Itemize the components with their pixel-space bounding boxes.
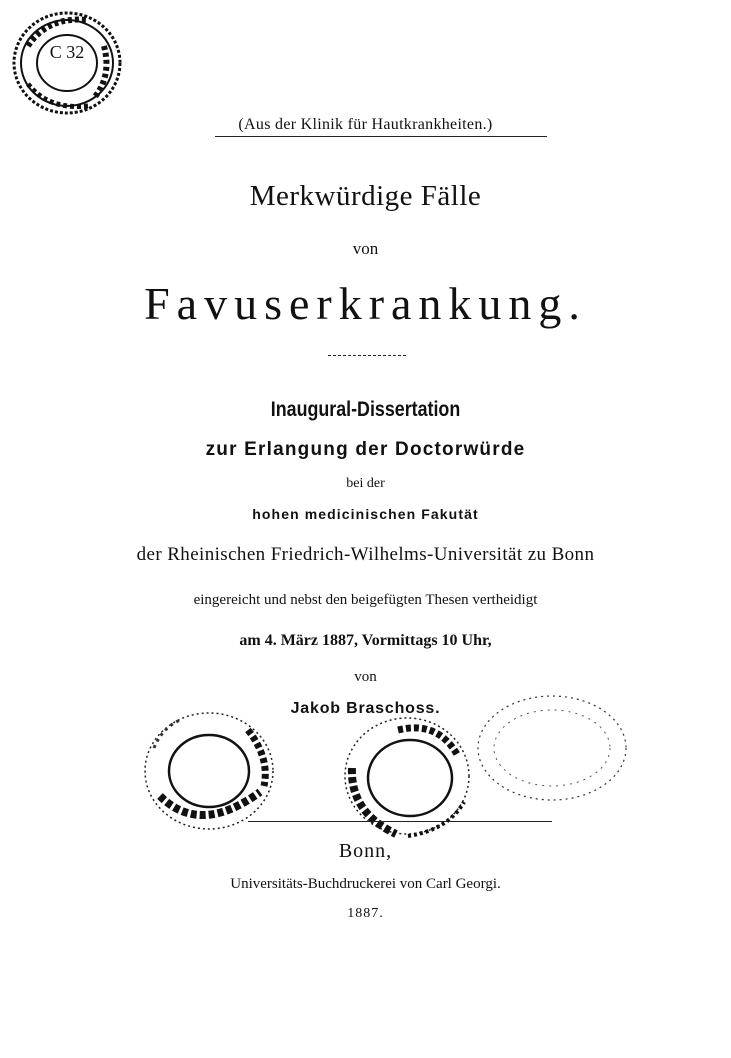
- title-line-1: Merkwürdige Fälle: [249, 180, 482, 212]
- title-divider: [328, 355, 406, 356]
- bei-der: bei der: [346, 476, 385, 491]
- imprint-divider: [248, 821, 552, 822]
- stamp-top-left-graphic: [8, 6, 126, 118]
- date-time: am 4. März 1887, Vormittags 10 Uhr,: [239, 632, 492, 649]
- city: Bonn,: [338, 840, 393, 862]
- dissertation-purpose: zur Erlangung der Doctorwürde: [205, 439, 526, 460]
- main-title: Favuserkrankung.: [144, 278, 587, 329]
- faint-stamp-bottom-right: [472, 690, 630, 810]
- year: 1887.: [347, 906, 384, 921]
- university: der Rheinischen Friedrich-Wilhelms-Universität zu Bonn: [136, 544, 595, 565]
- stamp-bottom-left-graphic: [140, 708, 278, 834]
- stamp-center-mark: C 32: [49, 42, 85, 62]
- submitted-line: eingereicht und nebst den beigefügten Thesen vertheidigt: [193, 592, 538, 608]
- stamp-bottom-right-graphic: [472, 690, 630, 810]
- author-von: von: [354, 669, 377, 685]
- title-von: von: [352, 239, 379, 258]
- library-stamp-top-left: [8, 6, 126, 118]
- author-name: Jakob Braschoss.: [290, 700, 441, 717]
- faculty: hohen medicinischen Fakutät: [252, 506, 479, 522]
- dissertation-heading: Inaugural-Dissertation: [270, 398, 461, 421]
- printer: Universitäts-Buchdruckerei von Carl Georgi.: [230, 876, 501, 892]
- library-stamp-bottom-left: [140, 708, 278, 834]
- clinic-note: (Aus der Klinik für Hautkrankheiten.): [238, 116, 493, 133]
- clinic-note-underline: [215, 136, 547, 137]
